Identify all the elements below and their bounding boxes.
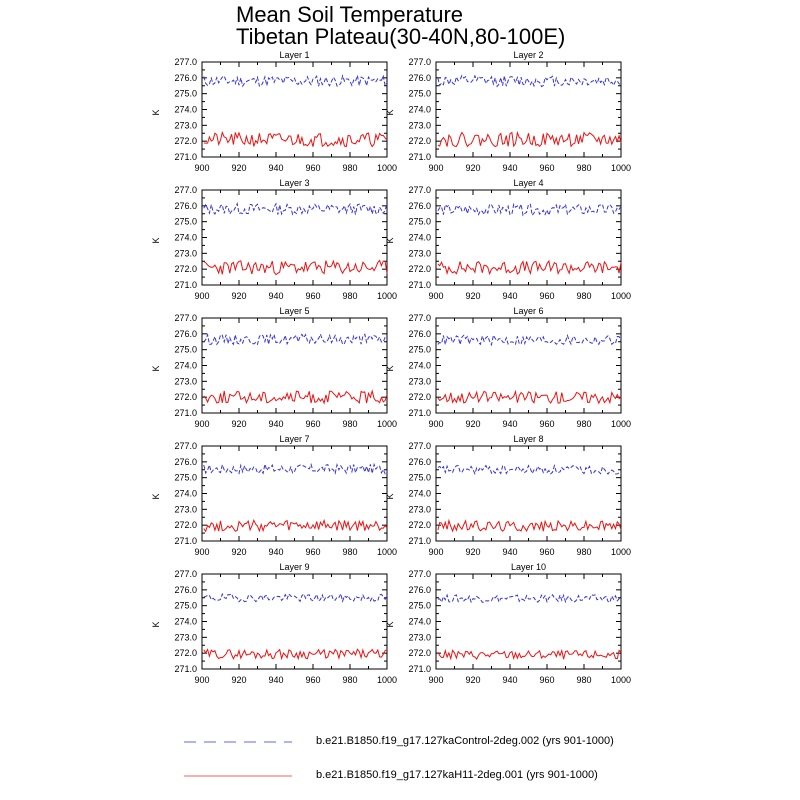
y-tick-label: 275.0 — [174, 600, 197, 611]
y-tick-label: 271.0 — [408, 664, 431, 674]
panel-layer-4 — [385, 178, 631, 301]
y-tick-label: 274.0 — [174, 232, 197, 243]
y-tick-label: 277.0 — [408, 57, 431, 67]
x-tick-label: 960 — [305, 163, 321, 173]
x-tick-label: 940 — [268, 163, 284, 173]
legend-entry-h11 — [184, 766, 744, 786]
x-tick-label: 940 — [502, 163, 518, 173]
y-axis-label: K — [385, 109, 395, 116]
y-tick-label: 277.0 — [408, 569, 431, 579]
y-tick-label: 274.0 — [174, 488, 197, 499]
y-tick-label: 275.0 — [408, 600, 431, 611]
x-tick-label: 940 — [502, 419, 518, 429]
x-tick-label: 980 — [576, 675, 592, 685]
y-tick-label: 271.0 — [174, 664, 197, 674]
y-tick-label: 276.0 — [174, 200, 197, 211]
series-line-control — [204, 334, 387, 344]
y-tick-label: 272.0 — [174, 136, 197, 147]
series-line-h11 — [438, 391, 621, 403]
series-line-control — [438, 335, 621, 345]
series-line-h11 — [204, 649, 387, 658]
y-tick-label: 274.0 — [408, 104, 431, 115]
y-tick-label: 276.0 — [408, 456, 431, 467]
plot-frame — [202, 446, 387, 541]
x-tick-label: 900 — [428, 163, 444, 173]
legend-swatch-h11 — [184, 766, 294, 786]
x-tick-label: 920 — [465, 291, 481, 301]
y-tick-label: 273.0 — [408, 248, 431, 259]
x-tick-label: 960 — [539, 419, 555, 429]
y-axis-label: K — [151, 493, 161, 500]
x-tick-label: 960 — [305, 291, 321, 301]
y-tick-label: 277.0 — [174, 57, 197, 67]
legend-label-control: b.e21.B1850.f19_g17.127kaControl-2deg.002 (yrs 901-1000) — [316, 735, 614, 747]
x-tick-label: 940 — [502, 291, 518, 301]
y-tick-label: 276.0 — [408, 584, 431, 595]
x-tick-label: 980 — [342, 291, 358, 301]
x-tick-label: 1000 — [610, 419, 632, 429]
y-axis-label: K — [385, 621, 395, 628]
series-line-control — [438, 204, 621, 215]
y-tick-label: 272.0 — [408, 648, 431, 659]
y-tick-label: 271.0 — [408, 280, 431, 290]
x-tick-label: 960 — [539, 291, 555, 301]
series-line-h11 — [438, 650, 621, 659]
plot-frame — [436, 574, 621, 669]
x-tick-label: 900 — [194, 419, 210, 429]
panel-layer-2 — [385, 50, 631, 173]
panel-layer-9 — [151, 562, 397, 685]
x-tick-label: 960 — [539, 163, 555, 173]
y-tick-label: 272.0 — [408, 136, 431, 147]
y-tick-label: 274.0 — [408, 360, 431, 371]
y-tick-label: 275.0 — [174, 216, 197, 227]
series-line-h11 — [204, 133, 387, 147]
x-tick-label: 1000 — [376, 675, 398, 685]
x-tick-label: 900 — [194, 291, 210, 301]
x-tick-label: 980 — [576, 547, 592, 557]
y-tick-label: 277.0 — [174, 441, 197, 451]
series-line-control — [204, 594, 387, 602]
y-tick-label: 273.0 — [174, 632, 197, 643]
y-tick-label: 277.0 — [174, 185, 197, 195]
y-tick-label: 275.0 — [408, 88, 431, 99]
series-line-h11 — [438, 261, 621, 274]
y-tick-label: 271.0 — [408, 536, 431, 546]
figure-title: Mean Soil Temperature — [236, 2, 464, 27]
panel-layer-7 — [151, 434, 397, 557]
y-tick-label: 274.0 — [174, 104, 197, 115]
y-tick-label: 272.0 — [174, 520, 197, 531]
y-tick-label: 274.0 — [408, 616, 431, 627]
y-axis-label: K — [151, 237, 161, 244]
y-tick-label: 276.0 — [408, 200, 431, 211]
panel-title: Layer 9 — [279, 562, 310, 572]
y-tick-label: 275.0 — [408, 472, 431, 483]
x-tick-label: 920 — [231, 675, 247, 685]
y-tick-label: 271.0 — [408, 152, 431, 162]
y-axis-label: K — [151, 365, 161, 372]
x-tick-label: 1000 — [376, 419, 398, 429]
panel-layer-5 — [151, 306, 397, 429]
x-tick-label: 940 — [502, 675, 518, 685]
x-tick-label: 960 — [305, 675, 321, 685]
x-tick-label: 920 — [231, 163, 247, 173]
panel-title: Layer 1 — [279, 50, 310, 60]
figure-subtitle: Tibetan Plateau(30-40N,80-100E) — [236, 24, 566, 49]
x-tick-label: 980 — [576, 163, 592, 173]
series-line-h11 — [204, 261, 387, 275]
x-tick-label: 960 — [305, 419, 321, 429]
y-tick-label: 273.0 — [408, 376, 431, 387]
y-axis-label: K — [385, 237, 395, 244]
y-tick-label: 275.0 — [174, 88, 197, 99]
legend-label-h11: b.e21.B1850.f19_g17.127kaH11-2deg.001 (yrs 901-1000) — [316, 769, 598, 781]
y-tick-label: 272.0 — [174, 392, 197, 403]
x-tick-label: 960 — [305, 547, 321, 557]
y-tick-label: 276.0 — [408, 72, 431, 83]
series-line-control — [204, 204, 387, 215]
y-tick-label: 277.0 — [174, 313, 197, 323]
x-tick-label: 900 — [428, 675, 444, 685]
y-tick-label: 273.0 — [408, 504, 431, 515]
y-tick-label: 275.0 — [408, 216, 431, 227]
series-line-h11 — [438, 133, 621, 147]
x-tick-label: 960 — [539, 547, 555, 557]
series-line-h11 — [204, 520, 387, 531]
y-tick-label: 273.0 — [174, 376, 197, 387]
y-tick-label: 274.0 — [408, 232, 431, 243]
x-tick-label: 920 — [231, 547, 247, 557]
plot-frame — [436, 62, 621, 157]
y-tick-label: 273.0 — [408, 632, 431, 643]
y-tick-label: 271.0 — [174, 280, 197, 290]
series-line-control — [438, 595, 621, 603]
y-tick-label: 277.0 — [408, 313, 431, 323]
y-axis-label: K — [385, 365, 395, 372]
series-line-h11 — [204, 391, 387, 403]
x-tick-label: 980 — [576, 291, 592, 301]
x-tick-label: 980 — [342, 163, 358, 173]
x-tick-label: 920 — [231, 419, 247, 429]
series-line-control — [438, 466, 621, 474]
panel-title: Layer 6 — [513, 306, 544, 316]
panel-layer-1 — [151, 50, 397, 173]
series-line-h11 — [438, 521, 621, 532]
plot-frame — [202, 62, 387, 157]
y-tick-label: 273.0 — [174, 120, 197, 131]
y-tick-label: 275.0 — [174, 344, 197, 355]
y-tick-label: 272.0 — [408, 392, 431, 403]
x-tick-label: 920 — [465, 547, 481, 557]
x-tick-label: 940 — [268, 675, 284, 685]
x-tick-label: 900 — [428, 547, 444, 557]
panel-title: Layer 5 — [279, 306, 310, 316]
x-tick-label: 1000 — [610, 547, 632, 557]
x-tick-label: 900 — [194, 547, 210, 557]
x-tick-label: 900 — [428, 419, 444, 429]
x-tick-label: 980 — [342, 675, 358, 685]
y-tick-label: 277.0 — [408, 441, 431, 451]
y-tick-label: 276.0 — [174, 328, 197, 339]
x-tick-label: 940 — [268, 291, 284, 301]
legend-entry-control — [184, 732, 744, 752]
plot-frame — [436, 318, 621, 413]
y-tick-label: 275.0 — [174, 472, 197, 483]
y-tick-label: 275.0 — [408, 344, 431, 355]
x-tick-label: 980 — [576, 419, 592, 429]
y-axis-label: K — [151, 621, 161, 628]
y-tick-label: 271.0 — [408, 408, 431, 418]
panel-title: Layer 10 — [510, 562, 547, 572]
y-tick-label: 272.0 — [174, 648, 197, 659]
y-tick-label: 274.0 — [174, 616, 197, 627]
y-tick-label: 273.0 — [174, 504, 197, 515]
x-tick-label: 1000 — [376, 163, 398, 173]
x-tick-label: 980 — [342, 547, 358, 557]
y-tick-label: 276.0 — [174, 72, 197, 83]
x-tick-label: 920 — [465, 163, 481, 173]
y-tick-label: 271.0 — [174, 408, 197, 418]
panel-title: Layer 3 — [279, 178, 310, 188]
x-tick-label: 1000 — [610, 675, 632, 685]
x-tick-label: 900 — [428, 291, 444, 301]
x-tick-label: 1000 — [610, 163, 632, 173]
x-tick-label: 940 — [502, 547, 518, 557]
panel-layer-6 — [385, 306, 631, 429]
y-tick-label: 273.0 — [174, 248, 197, 259]
y-tick-label: 274.0 — [174, 360, 197, 371]
x-tick-label: 960 — [539, 675, 555, 685]
panel-title: Layer 2 — [513, 50, 544, 60]
y-tick-label: 273.0 — [408, 120, 431, 131]
y-axis-label: K — [385, 493, 395, 500]
panel-layer-8 — [385, 434, 631, 557]
plot-frame — [202, 574, 387, 669]
panel-title: Layer 7 — [279, 434, 310, 444]
y-tick-label: 272.0 — [174, 264, 197, 275]
y-tick-label: 276.0 — [174, 456, 197, 467]
y-tick-label: 272.0 — [408, 264, 431, 275]
y-tick-label: 271.0 — [174, 152, 197, 162]
x-tick-label: 1000 — [376, 547, 398, 557]
x-tick-label: 940 — [268, 547, 284, 557]
x-tick-label: 980 — [342, 419, 358, 429]
series-line-control — [204, 464, 387, 474]
panel-title: Layer 4 — [513, 178, 544, 188]
x-tick-label: 920 — [465, 675, 481, 685]
x-tick-label: 920 — [231, 291, 247, 301]
series-line-control — [438, 76, 621, 87]
y-tick-label: 272.0 — [408, 520, 431, 531]
y-tick-label: 277.0 — [174, 569, 197, 579]
x-tick-label: 920 — [465, 419, 481, 429]
panel-layer-3 — [151, 178, 397, 301]
y-tick-label: 276.0 — [408, 328, 431, 339]
y-axis-label: K — [151, 109, 161, 116]
y-tick-label: 276.0 — [174, 584, 197, 595]
x-tick-label: 900 — [194, 163, 210, 173]
x-tick-label: 1000 — [376, 291, 398, 301]
x-tick-label: 940 — [268, 419, 284, 429]
panel-title: Layer 8 — [513, 434, 544, 444]
panel-layer-10 — [385, 562, 631, 685]
plot-frame — [436, 190, 621, 285]
legend-swatch-control — [184, 732, 294, 752]
y-tick-label: 277.0 — [408, 185, 431, 195]
x-tick-label: 1000 — [610, 291, 632, 301]
y-tick-label: 271.0 — [174, 536, 197, 546]
y-tick-label: 274.0 — [408, 488, 431, 499]
x-tick-label: 900 — [194, 675, 210, 685]
series-line-control — [204, 76, 387, 87]
